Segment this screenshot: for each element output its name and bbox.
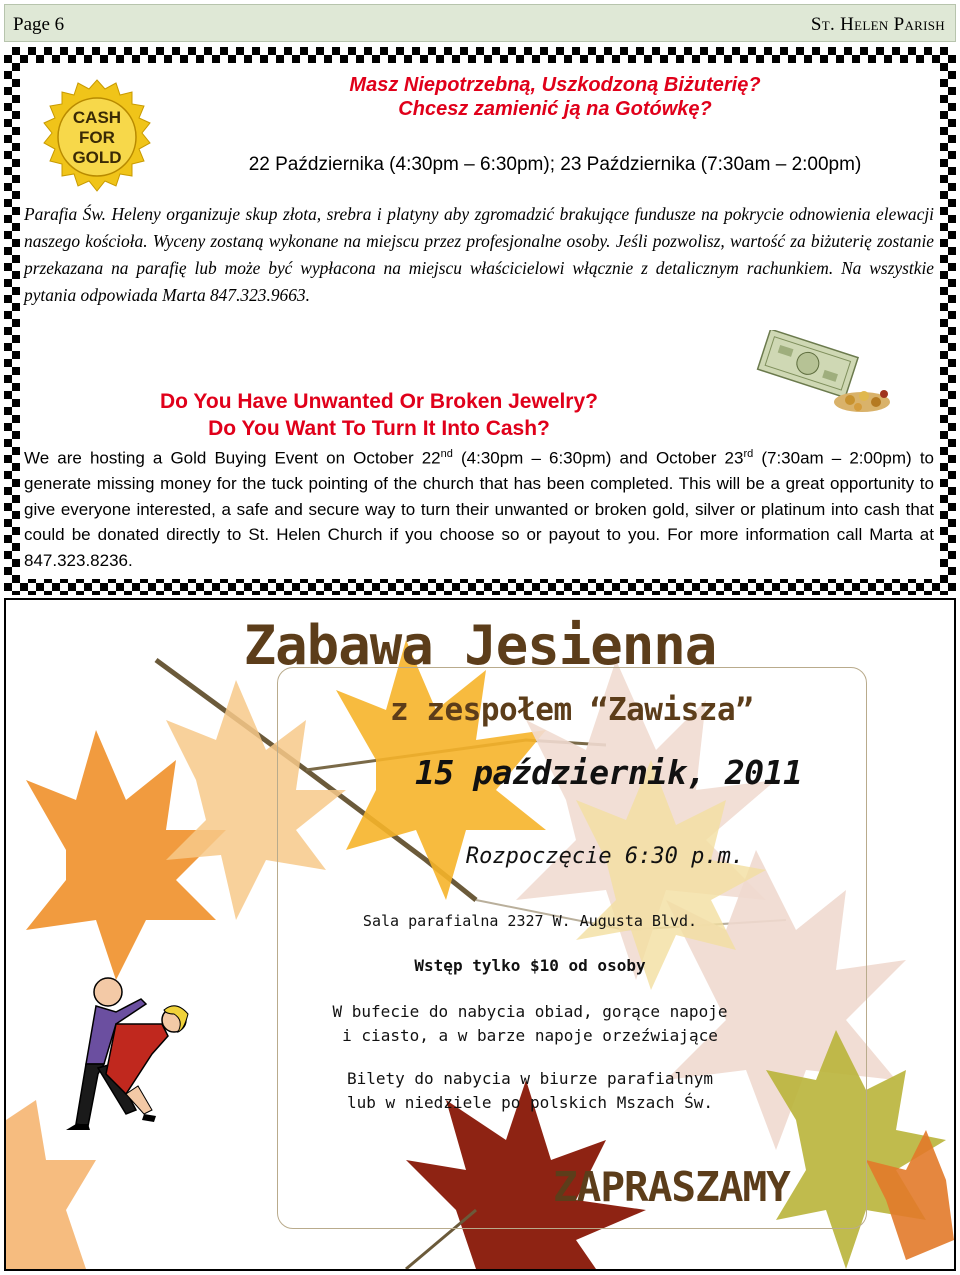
tickets-line2: lub w niedziele po polskich Mszach Św. xyxy=(346,1093,714,1112)
english-body-part1: We are hosting a Gold Buying Event on October 22 xyxy=(24,448,441,468)
buffet-line1: W bufecie do nabycia obiad, gorące napoje xyxy=(332,1002,728,1021)
buffet-line2: i ciasto, a w barze napoje orzeźwiające xyxy=(342,1026,718,1045)
flyer-invite: ZAPRASZAMY xyxy=(553,1163,790,1211)
flyer-start-time: Rozpoczęcie 6:30 p.m. xyxy=(465,844,745,869)
page-header xyxy=(4,4,956,42)
flyer-address: Sala parafialna 2327 W. Augusta Blvd. xyxy=(362,912,698,930)
polish-dates: 22 Października (4:30pm – 6:30pm); 23 Października (7:30am – 2:00pm) xyxy=(248,154,862,175)
seal-text-for: FOR xyxy=(79,128,115,147)
parish-name: St. Helen Parish xyxy=(810,14,945,35)
flyer-subtitle: z zespołem “Zawisza” xyxy=(390,692,754,728)
english-title-line2: Do You Want To Turn It Into Cash? xyxy=(208,417,550,440)
page-number: Page 6 xyxy=(13,14,65,35)
english-title-line1: Do You Have Unwanted Or Broken Jewelry? xyxy=(159,390,598,413)
flyer-ticket-info xyxy=(265,1067,795,1115)
dancing-couple-icon xyxy=(56,964,206,1136)
polish-title-line1: Masz Niepotrzebną, Uszkodzoną Biżuterię? xyxy=(349,74,761,96)
english-body-part3: (7:30am – 2:00pm) to generate missing money for the tuck pointing of the church that has been completed. This will be a great opportunity to give everyone interested, a safe and secure way to turn their unwanted or broken gold, silver or platinum into cash that could be donated directly to St. Helen Church if you choose so or payout to you. For more information call Marta at 847.323.8236. xyxy=(24,448,934,571)
flyer-date: 15 październik, 2011 xyxy=(415,753,803,792)
seal-text-cash: CASH xyxy=(72,108,122,127)
money-jewelry-icon xyxy=(752,330,902,422)
flyer-buffet-info xyxy=(265,1000,795,1048)
english-body xyxy=(24,442,934,574)
seal-text-gold: GOLD xyxy=(72,148,122,167)
superscript-rd: rd xyxy=(743,448,754,460)
tickets-line1: Bilety do nabycia w biurze parafialnym xyxy=(346,1069,714,1088)
superscript-nd: nd xyxy=(440,448,453,460)
english-body-part2: (4:30pm – 6:30pm) and October 23 xyxy=(452,448,744,468)
flyer-entry-fee: Wstęp tylko $10 od osoby xyxy=(414,956,646,975)
polish-title-line2: Chcesz zamienić ją na Gotówkę? xyxy=(398,98,712,120)
polish-body: Parafia Św. Heleny organizuje skup złota, srebra i platyny aby zgromadzić brakujące fundusze na pokrycie odnowienia elewacji naszego kościoła. Wyceny zostaną wykonane na miejscu przez profesjonalne osoby. Jeśli pozwolisz, wartość za biżuterię zostanie przekazana na parafię lub może być wypłacona na miejscu właścicielowi włącznie z detalicznym rachunkiem. Na wszystkie pytania odpowiada Marta 847.323.9663. xyxy=(24,204,934,305)
flyer-title: Zabawa Jesienna xyxy=(243,614,717,677)
flyer-frame xyxy=(277,667,867,1229)
cash-for-gold-seal-icon xyxy=(38,78,156,196)
